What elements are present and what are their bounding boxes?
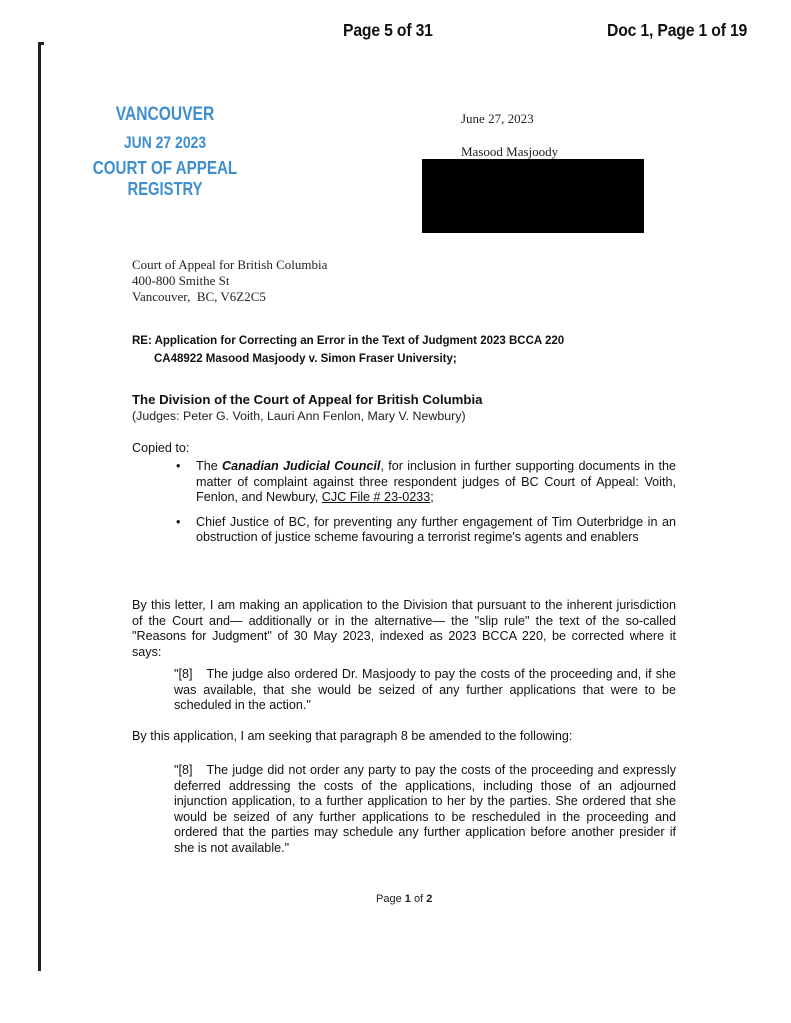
quote2-text: The judge did not order any party to pay the costs of the proceeding and expressly deferred addressing the costs of the applications, including those of an adjourned injunction application, to a further application to her by the parties. She ordered that she would be seized of any further applications to be rescheduled in the proceeding and ordered that the parties may schedule any further application before another presider if she is not available." bbox=[174, 763, 676, 855]
registry-stamp bbox=[70, 104, 260, 199]
cjc-emphasis: Canadian Judicial Council bbox=[222, 459, 381, 473]
bullet-prefix: The bbox=[196, 459, 223, 473]
division-judges: (Judges: Peter G. Voith, Lauri Ann Fenlon, Mary V. Newbury) bbox=[132, 409, 466, 423]
quote1-text: The judge also ordered Dr. Masjoody to pay the costs of the proceeding and, if she was available, that she would be seized of any further applications that were to be scheduled in the action." bbox=[174, 667, 676, 713]
recipient-line2: 400-800 Smithe St bbox=[132, 273, 230, 288]
quote1-number: "[8] bbox=[174, 667, 193, 681]
division-title: The Division of the Court of Appeal for British Columbia bbox=[132, 392, 483, 407]
division-block bbox=[132, 392, 482, 424]
current-text-quote bbox=[174, 667, 676, 714]
recipient-address bbox=[132, 257, 327, 305]
copied-to-item bbox=[176, 459, 676, 506]
left-margin-line-cap bbox=[38, 42, 44, 45]
re-line1: RE: Application for Correcting an Error in the Text of Judgment 2023 BCCA 220 bbox=[132, 335, 565, 347]
footer-page-total: 2 bbox=[426, 893, 433, 905]
footer-page-num: 1 bbox=[404, 893, 411, 905]
bullet-icon: • bbox=[176, 459, 181, 473]
bullet-text: Chief Justice of BC, for preventing any further engagement of Tim Outerbridge in an obstruction of justice scheme favouring a terrorist regime's agents and enablers bbox=[196, 514, 676, 545]
amendment-request-paragraph: By this application, I am seeking that paragraph 8 be amended to the following: bbox=[132, 729, 573, 743]
recipient-line1: Court of Appeal for British Columbia bbox=[132, 257, 328, 272]
cjc-file-link: CJC File # 23-0233 bbox=[321, 490, 431, 505]
bullet-icon: • bbox=[176, 514, 181, 529]
left-margin-line bbox=[38, 42, 41, 971]
letter-date: June 27, 2023 bbox=[461, 111, 534, 126]
stamp-date: JUN 27 2023 bbox=[123, 133, 207, 152]
bullet-middle: , for inclusion in further supporting documents in the matter of complaint against three respondent judges of BC Court of Appeal: Voith, Fenlon, and Newbury, bbox=[196, 459, 676, 505]
application-paragraph: By this letter, I am making an application to the Division that pursuant to the inherent jurisdiction of the Court and— additionally or in the alternative— the "slip rule" the text of the so-called "Reasons for Judgment" of 30 May 2023, indexed as 2023 BCCA 220, be corrected where it says: bbox=[132, 598, 676, 659]
redacted-address-block bbox=[422, 159, 644, 233]
bullet-suffix: ; bbox=[430, 490, 434, 505]
copied-to-item bbox=[176, 514, 676, 546]
amended-text-quote bbox=[174, 763, 676, 857]
stamp-registry: REGISTRY bbox=[127, 179, 203, 199]
doc-page-number: Doc 1, Page 1 of 19 bbox=[607, 20, 748, 40]
copied-to-list bbox=[176, 459, 676, 546]
footer-page-word: Page bbox=[376, 893, 402, 905]
re-line2: CA48922 Masood Masjoody v. Simon Fraser University; bbox=[154, 353, 457, 365]
quote2-number: "[8] bbox=[174, 763, 193, 777]
sender-name: Masood Masjoody bbox=[461, 144, 559, 159]
stamp-city: VANCOUVER bbox=[115, 104, 215, 125]
copied-to-label: Copied to: bbox=[132, 441, 190, 455]
page-footer bbox=[376, 893, 432, 905]
recipient-line3: Vancouver, BC, V6Z2C5 bbox=[132, 289, 266, 304]
footer-of-word: of bbox=[413, 893, 424, 905]
re-subject bbox=[132, 332, 564, 368]
page-of-total: Page 5 of 31 bbox=[343, 20, 433, 40]
stamp-court: COURT OF APPEAL bbox=[92, 157, 238, 178]
